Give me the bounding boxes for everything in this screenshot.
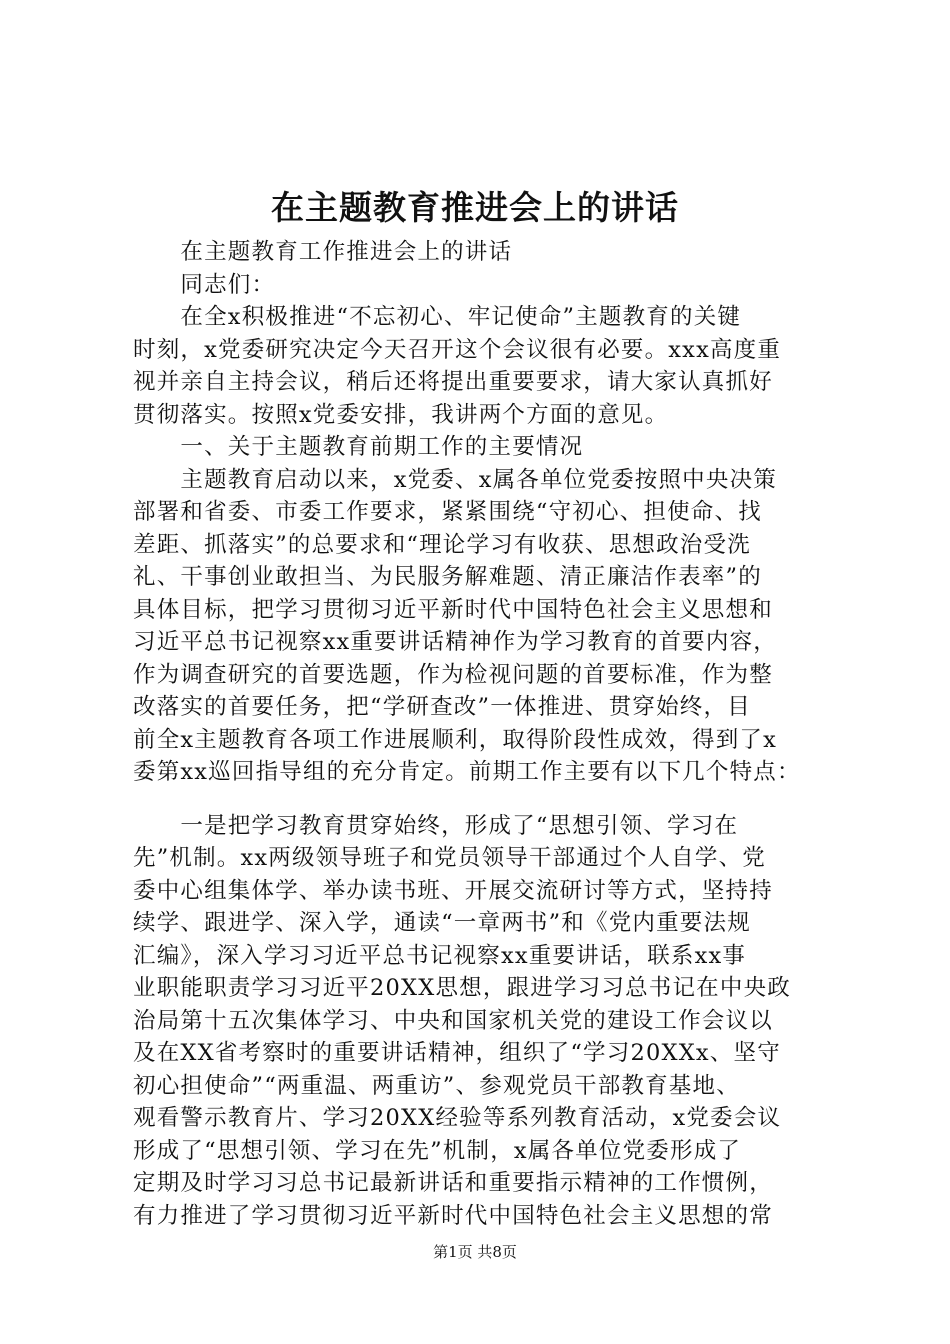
text-line: 续学、跟进学、深入学，通读“一章两书”和《党内重要法规 (133, 910, 751, 936)
text-line: 礼、干事创业敢担当、为民服务解难题、清正廉洁作表率”的 (133, 564, 762, 590)
text-line: 前全x主题教育各项工作进展顺利，取得阶段性成效，得到了x (133, 726, 777, 753)
text-line: 时刻，x党委研究决定今天召开这个会议很有必要。xxx高度重 (133, 336, 782, 363)
text-line: 委第xx巡回指导组的充分肯定。前期工作主要有以下几个特点： (133, 759, 801, 785)
text-line: 主题教育启动以来，x党委、x属各单位党委按照中央决策 (133, 466, 777, 493)
text-line: 习近平总书记视察xx重要讲话精神作为学习教育的首要内容， (133, 629, 777, 655)
document-body (133, 236, 833, 1232)
text-line: 初心担使命”“两重温、两重访”、参观党员干部教育基地、 (133, 1072, 740, 1099)
text-line: 形成了“思想引领、学习在先”机制，x属各单位党委形成了 (133, 1137, 742, 1164)
text-line: 委中心组集体学、举办读书班、开展交流研讨等方式，坚持持 (133, 877, 773, 904)
text-line: 治局第十五次集体学习、中央和国家机关党的建设工作会议以 (133, 1007, 773, 1034)
text-line: 定期及时学习习总书记最新讲话和重要指示精神的工作惯例， (133, 1170, 773, 1196)
text-line: 在主题教育工作推进会上的讲话 (133, 239, 513, 265)
text-line: 在全x积极推进“不忘初心、牢记使命”主题教育的关键 (133, 304, 742, 330)
document-title: 在主题教育推进会上的讲话 (271, 188, 679, 227)
text-line: 视并亲自主持会议，稍后还将提出重要要求，请大家认真抓好 (133, 369, 773, 395)
text-line: 部署和省委、市委工作要求，紧紧围绕“守初心、担使命、找 (133, 499, 762, 525)
text-line: 有力推进了学习贯彻习近平新时代中国特色社会主义思想的常 (133, 1202, 773, 1229)
text-line: 先”机制。xx两级领导班子和党员领导干部通过个人自学、党 (133, 845, 766, 871)
text-line: 观看警示教育片、学习20XX经验等系列教育活动，x党委会议 (133, 1105, 782, 1131)
text-line: 改落实的首要任务，把“学研查改”一体推进、贯穿始终，目 (133, 694, 751, 720)
text-line: 一是把学习教育贯穿始终，形成了“思想引领、学习在 (133, 812, 739, 839)
text-line: 汇编》，深入学习习近平总书记视察xx重要讲话，联系xx事 (133, 942, 747, 969)
text-line: 同志们： (133, 271, 276, 298)
text-line: 一、关于主题教育前期工作的主要情况 (133, 434, 584, 460)
text-line: 具体目标，把学习贯彻习近平新时代中国特色社会主义思想和 (133, 596, 773, 623)
page-footer: 第1页 共8页 (433, 1243, 517, 1261)
text-line: 贯彻落实。按照x党委安排，我讲两个方面的意见。 (133, 401, 669, 428)
paragraph-spacer (133, 789, 833, 810)
text-line: 差距、抓落实”的总要求和“理论学习有收获、思想政治受洗 (133, 531, 751, 558)
text-line: 作为调查研究的首要选题，作为检视问题的首要标准，作为整 (133, 661, 773, 688)
text-line: 业职能职责学习习近平20XX思想，跟进学习习总书记在中央政 (133, 975, 791, 1001)
text-line: 及在XX省考察时的重要讲话精神，组织了“学习20XXx、坚守 (133, 1040, 781, 1066)
